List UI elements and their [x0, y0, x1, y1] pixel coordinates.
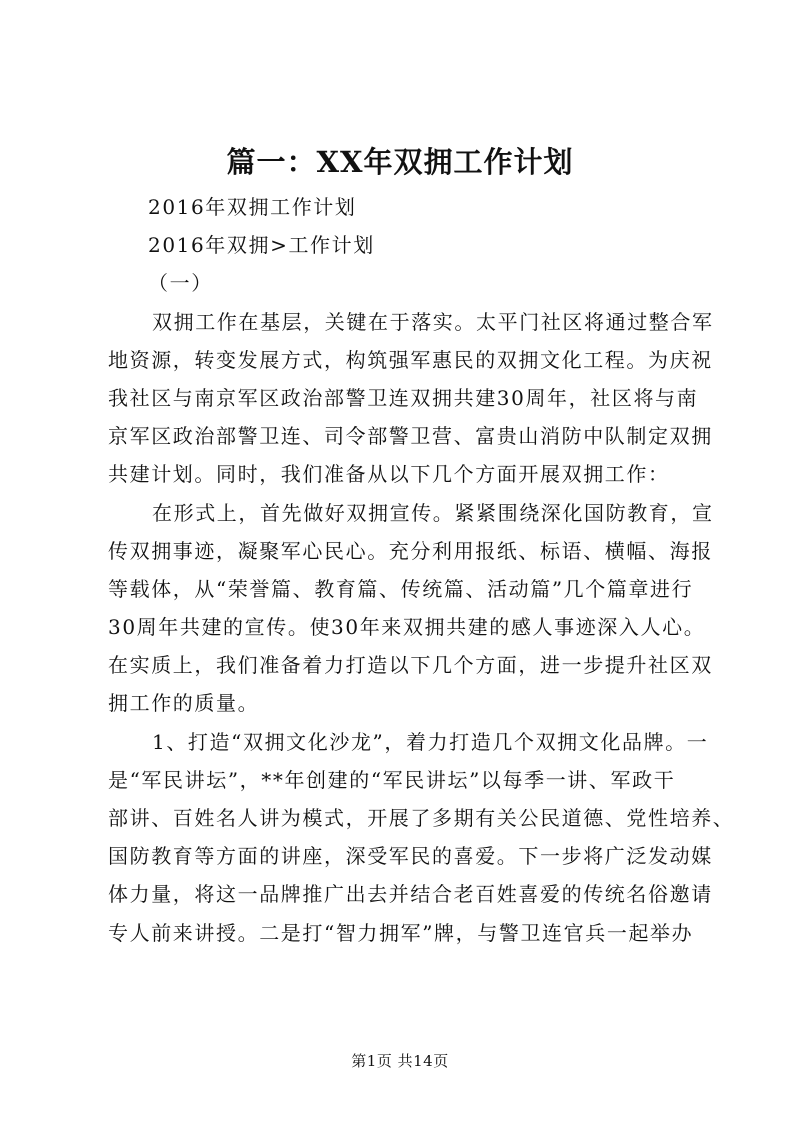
- paragraph-line: 在形式上，首先做好双拥宣传。紧紧围绕深化国防教育，宣: [152, 500, 714, 525]
- subtitle-line: 2016年双拥>工作计划: [148, 233, 375, 258]
- paragraph-line: 等载体，从“荣誉篇、教育篇、传统篇、活动篇”几个篇章进行: [108, 576, 694, 601]
- paragraph-line: 双拥工作在基层，关键在于落实。太平门社区将通过整合军: [152, 309, 714, 334]
- document-title: 篇一：XX年双拥工作计划: [226, 145, 574, 179]
- paragraph-line: 部讲、百姓名人讲为模式，开展了多期有关公民道德、党性培养、: [108, 806, 735, 830]
- section-number: （一）: [148, 271, 213, 296]
- paragraph-line: 体力量，将这一品牌推广出去并结合老百姓喜爱的传统名俗邀请: [108, 882, 713, 907]
- paragraph-line: 是“军民讲坛”，**年创建的“军民讲坛”以每季一讲、军政干: [108, 767, 676, 792]
- paragraph-line: 国防教育等方面的讲座，深受军民的喜爱。下一步将广泛发动媒: [108, 844, 713, 869]
- paragraph-line: 传双拥事迹，凝聚军心民心。充分利用报纸、标语、横幅、海报: [108, 538, 713, 563]
- paragraph-line: 拥工作的质量。: [108, 691, 260, 716]
- subtitle-line: 2016年双拥工作计划: [148, 195, 357, 219]
- page-footer: 第1页 共14页: [351, 1052, 449, 1070]
- document-body: [108, 188, 735, 952]
- paragraph-line: 专人前来讲授。二是打“智力拥军”牌，与警卫连官兵一起举办: [108, 920, 694, 945]
- paragraph-line: 在实质上，我们准备着力打造以下几个方面，进一步提升社区双: [108, 653, 713, 678]
- paragraph-line: 30周年共建的宣传。使30年来双拥共建的感人事迹深入人心。: [108, 615, 706, 640]
- paragraph-line: 地资源，转变发展方式，构筑强军惠民的双拥文化工程。为庆祝: [108, 347, 713, 372]
- paragraph-line: 京军区政治部警卫连、司令部警卫营、富贵山消防中队制定双拥: [108, 424, 713, 449]
- paragraph-line: 1、打造“双拥文化沙龙”，着力打造几个双拥文化品牌。一: [152, 729, 709, 754]
- paragraph-line: 共建计划。同时，我们准备从以下几个方面开展双拥工作：: [108, 462, 670, 487]
- paragraph-line: 我社区与南京军区政治部警卫连双拥共建30周年，社区将与南: [108, 385, 699, 410]
